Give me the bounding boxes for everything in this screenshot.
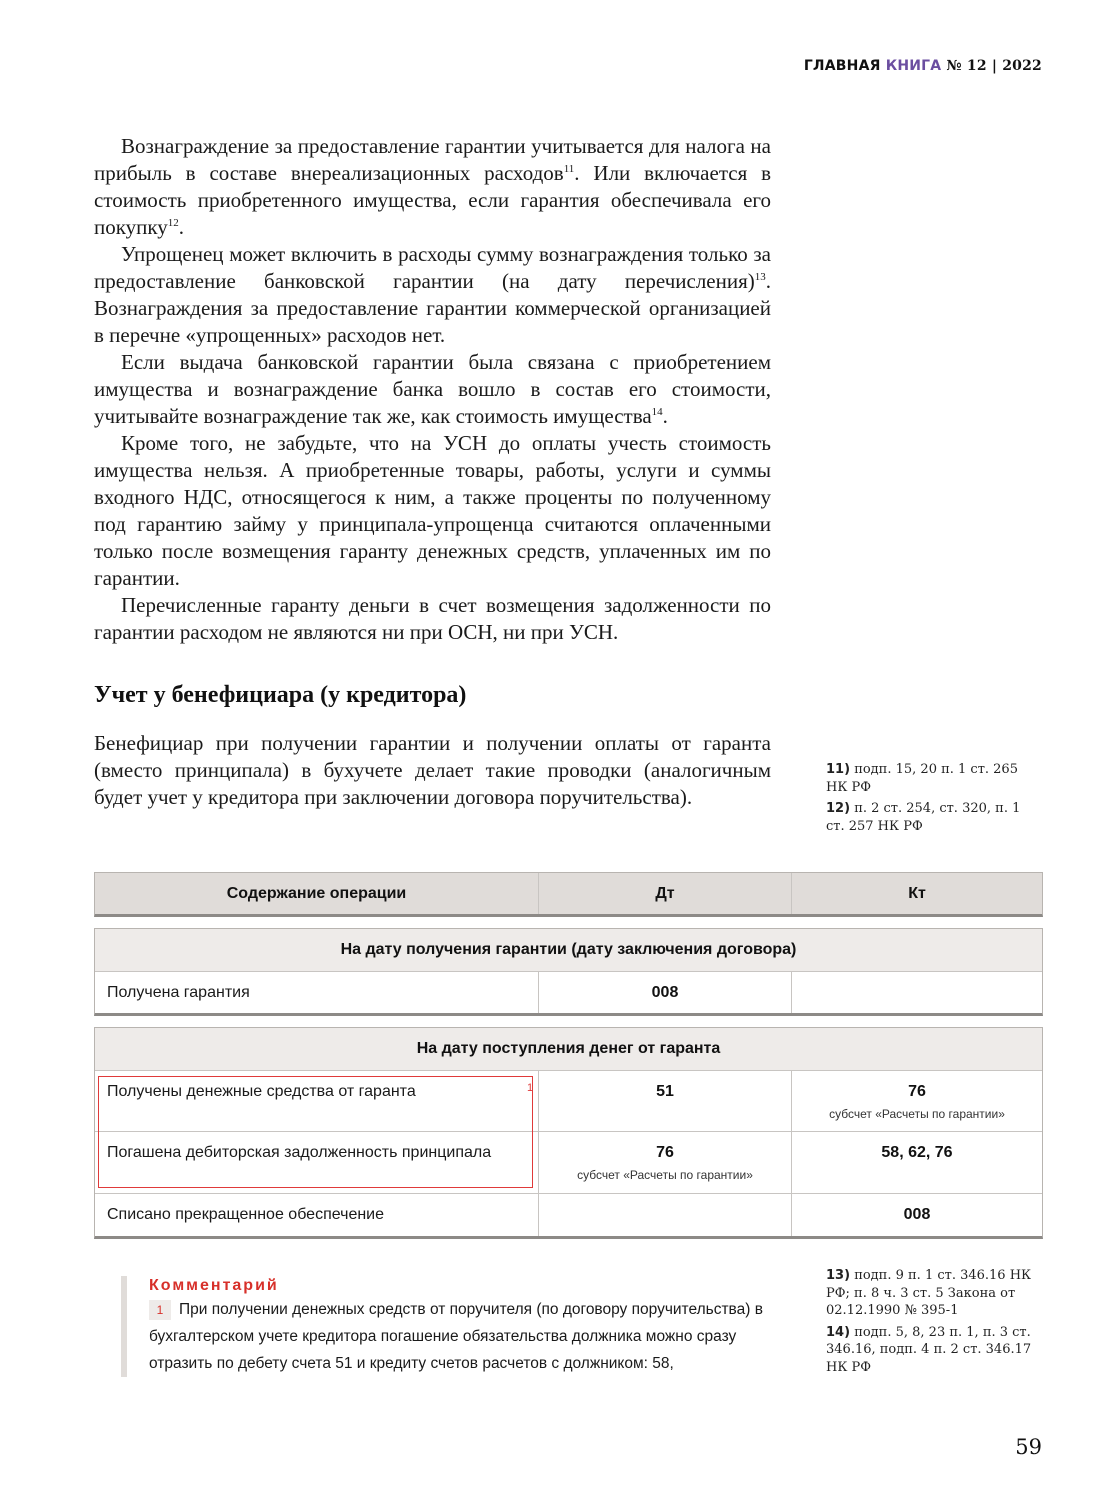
comment-block — [121, 1276, 771, 1377]
table-row — [95, 1193, 1042, 1236]
credit-cell: 58, 62, 76 — [791, 1132, 1042, 1193]
sidenotes-top — [826, 761, 1041, 839]
annotation-marker[interactable]: 1 — [527, 1082, 534, 1094]
operation-cell: Получены денежные средства от гаранта — [107, 1083, 416, 1100]
footnote-ref[interactable]: 12 — [167, 217, 179, 229]
debit-cell — [538, 1194, 791, 1236]
credit-cell: 76 субсчет «Расчеты по гарантии» — [791, 1071, 1042, 1131]
sidenote: 12) п. 2 ст. 254, ст. 320, п. 1 ст. 257 НК РФ — [826, 801, 1021, 834]
debit-cell: 008 — [538, 972, 791, 1013]
brand-main: ГЛАВНАЯ — [803, 58, 881, 74]
section-title: Учет у бенефициара (у кредитора) — [94, 682, 467, 708]
operation-cell: Списано прекращенное обеспечение — [107, 1206, 385, 1223]
sidenotes-bottom — [826, 1267, 1041, 1380]
table-header-row — [95, 873, 1042, 914]
column-header-credit: Кт — [791, 873, 1042, 914]
paragraph: Кроме того, не забудьте, что на УСН до оплаты учесть стоимость имущества нельзя. А приобретенные товары, работы, услуги и суммы входного НДС, относящегося к ним, а также проценты по полученному под гарантию займу у принципала-упрощенца считаются оплаченными только после возмещения гаранту денежных средств, уплаченных им по гарантии. — [94, 431, 771, 590]
article-body — [94, 133, 771, 646]
table-row — [95, 971, 1042, 1013]
postings-group — [94, 928, 1043, 1016]
paragraph: Вознаграждение за предоставление гарантии учитывается для налога на прибыль в составе внереализационных расходов$^{11}$. Или включается в стоимость приобретенного имущества, если гарантия обеспечивала его покупку$^{12}$. — [94, 134, 772, 239]
table-row — [95, 1131, 1042, 1193]
debit-cell: 76 субсчет «Расчеты по гарантии» — [538, 1132, 791, 1193]
sidenote: 14) подп. 5, 8, 23 п. 1, п. 3 ст. 346.16, подп. 4 п. 2 ст. 346.17 НК РФ — [826, 1324, 1032, 1375]
column-header-operation: Содержание операции — [226, 884, 407, 902]
paragraph: Если выдача банковской гарантии была связана с приобретением имущества и вознаграждение банка вошло в состав его стоимости, учитывайте вознаграждение так же, как стоимость имущества$^{14}$. — [94, 350, 771, 428]
credit-cell: 008 — [791, 1194, 1042, 1236]
postings-table-header — [94, 872, 1043, 917]
footnote-ref[interactable]: 11 — [563, 163, 575, 175]
operation-cell: Погашена дебиторская задолженность принципала — [107, 1144, 492, 1161]
table-row — [95, 1070, 1042, 1131]
footnote-ref[interactable]: 14 — [651, 406, 663, 418]
debit-cell: 51 — [538, 1071, 791, 1131]
comment-number-badge: 1 — [149, 1300, 171, 1320]
paragraph: Перечисленные гаранту деньги в счет возмещения задолженности по гарантии расходом не являются ни при ОСН, ни при УСН. — [94, 593, 771, 644]
brand-accent: КНИГА — [885, 58, 942, 74]
comment-title: Комментарий — [149, 1277, 279, 1294]
page-number: 59 — [1015, 1435, 1042, 1459]
column-header-debit: Дт — [538, 873, 791, 914]
sidenote: 11) подп. 15, 20 п. 1 ст. 265 НК РФ — [826, 762, 1018, 795]
section-intro: Бенефициар при получении гарантии и получении оплаты от гаранта (вместо принципала) в бухучете делает такие проводки (аналогичным будет учет у кредитора при заключении договора поручительства). — [94, 731, 771, 809]
running-head — [804, 58, 1042, 74]
comment-text: 1 При получении денежных средств от поручителя (по договору поручительства) в бухгалтерском учете кредитора погашение обязательства должника можно сразу отразить по дебету счета 51 и кредиту счетов расчетов с должником: 58, — [149, 1301, 763, 1372]
issue-number: № 12 | 2022 — [946, 58, 1042, 74]
sidenote: 13) подп. 9 п. 1 ст. 346.16 НК РФ; п. 8 ч. 3 ст. 5 Закона от 02.12.1990 № 395-1 — [826, 1268, 1032, 1318]
group-title: На дату получения гарантии (дату заключения договора) — [95, 929, 1042, 971]
paragraph: Упрощенец может включить в расходы сумму вознаграждения только за предоставление банковской гарантии (на дату перечисления)$^{13}$. Вознаграждения за предоставление гарантии коммерческой организацией в перечне «упрощенных» расходов нет. — [94, 242, 771, 347]
postings-group — [94, 1027, 1043, 1239]
group-title: На дату поступления денег от гаранта — [95, 1028, 1042, 1070]
credit-cell — [791, 972, 1042, 1013]
footnote-ref[interactable]: 13 — [754, 271, 766, 283]
operation-cell: Получена гарантия — [107, 983, 250, 1001]
